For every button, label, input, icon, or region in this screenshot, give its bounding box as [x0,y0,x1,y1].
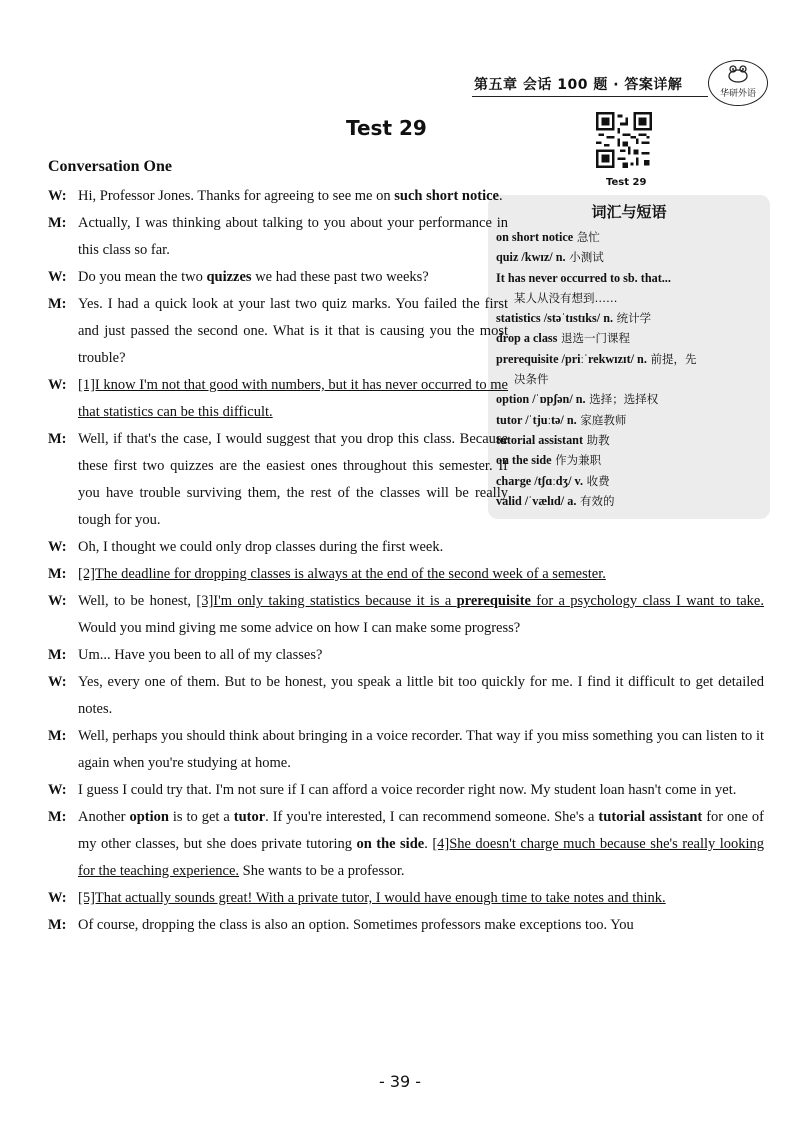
utterance-text [78,426,508,534]
vocab-highlight: tutorial assistant [598,809,703,825]
dialogue-turn [48,426,508,534]
answer-cue-text: [5]That actually sounds great! With a private tutor, I would have enough time to take notes and think. [78,890,666,906]
speaker-label: W: [48,593,67,609]
dialogue-turn [48,210,508,264]
vocab-definition: 前提，先 [646,351,697,366]
vocab-definition: 选择；选择权 [585,392,659,407]
utterance-segment: Well, to be honest, [78,593,197,609]
utterance-text [78,183,508,210]
dialogue-turn [48,264,508,291]
dialogue-turn [48,804,764,885]
vocab-term: It has never occurred to sb. that... [496,270,671,285]
utterance-segment: we had these past two weeks? [251,269,429,285]
utterance-text [78,642,764,669]
dialogue-turn [48,777,764,804]
answer-cue-text: [3]I'm only taking statistics because it is a [196,593,457,609]
utterance-text [78,804,764,885]
speaker-label: M: [48,728,67,744]
dialogue-turn [48,669,764,723]
utterance-text [78,291,508,372]
vocab-highlight: option [129,809,169,825]
vocab-term: valid /ˈvælɪd/ a. [496,493,577,508]
speaker-label: W: [48,269,67,285]
speaker-label: M: [48,431,67,447]
speaker-label: W: [48,377,67,393]
speaker-label: W: [48,782,67,798]
speaker-label: W: [48,539,67,555]
speaker-label: W: [48,188,67,204]
qr-label: Test 29 [606,177,647,188]
vocab-definition: 决条件 [514,372,549,387]
speaker-label: M: [48,809,67,825]
utterance-text [78,777,764,804]
speaker-label: M: [48,647,67,663]
utterance-segment: Well, if that's the case, I would suggest that you drop this class. Because these first two quizzes are the easiest ones throughout this semester. If you have trouble surviving them, the rest of the classes will be really tough for you. [78,431,508,528]
dialogue-turn [48,588,764,642]
utterance-segment: . If you're interested, I can recommend someone. She's a [265,809,599,825]
answer-cue-text: for a psychology class I want to take. [530,593,764,609]
vocab-highlight: such short notice [394,188,499,204]
vocab-term: on short notice [496,230,574,244]
utterance-text [78,372,508,426]
dialogue-turn [48,885,764,912]
speaker-label: M: [48,566,67,582]
vocab-definition: 小测试 [565,250,604,265]
utterance-segment: Of course, dropping the class is also an option. Sometimes professors make exceptions too. You [78,917,634,933]
header-rule [472,96,708,97]
qr-code-icon[interactable] [596,112,652,168]
utterance-text [78,723,764,777]
utterance-text [78,534,764,561]
utterance-segment: Do you mean the two [78,269,207,285]
answer-cue-text: [4]She doesn't charge much because she's really looking for the teaching experience. [78,836,765,879]
speaker-label: M: [48,917,67,933]
section-title: Conversation One [48,158,172,175]
page-number: - 39 - [378,1072,422,1091]
dialogue-turn [48,561,764,588]
utterance-text [78,588,764,642]
vocab-definition: 有效的 [576,493,615,508]
vocab-term: tutor /ˈtjuːtə/ n. [496,412,577,427]
utterance-segment: She wants to be a professor. [239,863,405,879]
conversation-transcript [48,183,764,939]
dialogue-turn [48,912,764,939]
logo-text: 华研外语 [719,89,756,99]
dialogue-turn [48,183,508,210]
running-title: 第五章 会话 100 题 · 答案详解 [474,77,683,93]
vocab-term: drop a class [496,331,558,346]
vocab-definition: 助教 [583,432,610,447]
dialogue-turn [48,534,764,561]
utterance-segment: . [498,188,503,204]
dialogue-turn [48,291,508,372]
vocab-definition: 急忙 [573,230,600,244]
vocab-highlight: quizzes [206,269,252,285]
vocab-definition: 作为兼职 [551,453,602,468]
vocab-definition: 某人从没有想到…… [514,290,618,305]
vocab-term: statistics /stəˈtɪstɪks/ n. [496,311,614,326]
running-header [472,64,768,100]
utterance-text [78,885,764,912]
utterance-segment: Um... Have you been to all of my classes? [78,647,323,663]
vocabulary-heading: 词汇与短语 [591,203,667,221]
dialogue-turn [48,642,764,669]
answer-cue-text: [1]I know I'm not that good with numbers, but it has never occurred to me that statistics can be this difficult. [78,377,508,420]
utterance-text [78,561,764,588]
utterance-segment: Yes. I had a quick look at your last two quiz marks. You failed the first and just passed the second one. What is it that is causing you the most trouble? [78,296,508,366]
utterance-segment: Another [78,809,130,825]
publisher-logo [708,60,768,106]
speaker-label: W: [48,674,67,690]
utterance-segment: Would you mind giving me some advice on how I can make some progress? [78,620,521,636]
vocab-definition: 统计学 [613,311,652,326]
dialogue-turn [48,723,764,777]
utterance-segment: Yes, every one of them. But to be honest, you speak a little bit too quickly for me. I find it difficult to get detailed notes. [78,674,764,717]
frog-icon [726,65,750,83]
utterance-segment: . [424,836,433,852]
vocab-term: on the side [496,453,552,468]
vocab-definition: 退选一门课程 [557,331,631,346]
vocab-term: tutorial assistant [496,432,584,447]
answer-cue-text: prerequisite [456,593,531,609]
vocab-definition: 收费 [583,473,610,488]
utterance-text [78,210,508,264]
utterance-segment: Hi, Professor Jones. Thanks for agreeing to see me on [78,188,395,204]
speaker-label: W: [48,890,67,906]
utterance-segment: Oh, I thought we could only drop classes during the first week. [78,539,444,555]
page-title: Test 29 [346,116,427,140]
utterance-text [78,912,764,939]
utterance-segment: for one of my other classes, but she does private tutoring [78,809,764,852]
utterance-segment: Well, perhaps you should think about bringing in a voice recorder. That way if you miss something you can listen to it again when you're studying at home. [78,728,764,771]
vocab-term: option /ˈɒpʃən/ n. [496,392,586,407]
vocab-term: prerequisite /priːˈrekwɪzɪt/ n. [496,351,647,366]
vocab-term: charge /tʃɑːdʒ/ v. [496,473,584,488]
speaker-label: M: [48,215,67,231]
speaker-label: M: [48,296,67,312]
answer-cue-text: [2]The deadline for dropping classes is always at the end of the second week of a semester. [78,566,606,582]
utterance-text [78,669,764,723]
vocab-highlight: on the side [356,836,425,852]
vocab-term: quiz /kwɪz/ n. [496,250,566,265]
utterance-text [78,264,508,291]
utterance-segment: I guess I could try that. I'm not sure if I can afford a voice recorder right now. My student loan hasn't come in yet. [78,782,737,798]
utterance-segment: is to get a [168,809,234,825]
utterance-segment: Actually, I was thinking about talking to you about your performance in this class so far. [78,215,508,258]
dialogue-turn [48,372,508,426]
vocab-highlight: tutor [233,809,266,825]
vocab-definition: 家庭教师 [576,412,627,427]
